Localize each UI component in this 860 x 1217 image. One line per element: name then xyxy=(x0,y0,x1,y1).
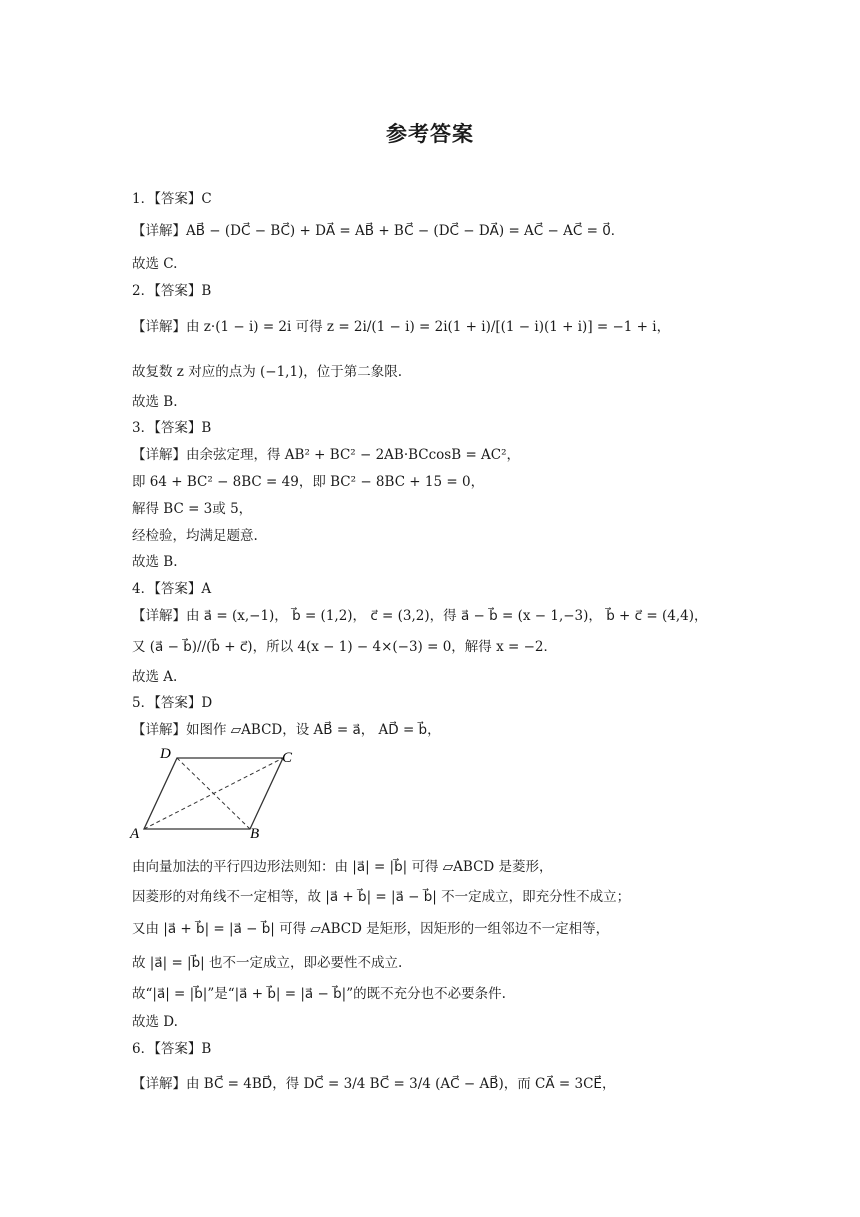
parallelogram-figure xyxy=(128,744,308,842)
text-line: 解得 BC = 3或 5， xyxy=(132,501,253,517)
text-line: 即 64 + BC² − 8BC = 49，即 BC² − 8BC + 15 = 0， xyxy=(132,474,485,490)
text-line: 故选 A. xyxy=(132,669,178,685)
text-line: 又由 |a⃗ + b⃗| = |a⃗ − b⃗| 可得 ▱ABCD 是矩形，因矩形的一组邻边不一定相等， xyxy=(132,921,610,937)
text-line: 5．【答案】D xyxy=(132,695,213,711)
diagonal-bd xyxy=(177,758,250,829)
vertex-label-b: B xyxy=(250,826,260,842)
text-line: 【详解】由余弦定理，得 AB² + BC² − 2AB·BCcosB = AC²， xyxy=(132,447,521,463)
text-line: 【详解】AB⃗ − (DC⃗ − BC⃗) + DA⃗ = AB⃗ + BC⃗ − (DC⃗ − DA⃗) = AC⃗ − AC⃗ = 0⃗． xyxy=(132,223,625,239)
text-line: 故选 B. xyxy=(132,554,178,570)
text-line: 故复数 z 对应的点为 (−1,1)，位于第二象限. xyxy=(132,364,403,380)
text-line: 1．【答案】C xyxy=(132,191,212,207)
text-line: 【详解】由 z·(1 − i) = 2i 可得 z = 2i/(1 − i) = 2i(1 + i)/[(1 − i)(1 + i)] = −1 + i， xyxy=(132,319,671,335)
text-line: 3．【答案】B xyxy=(132,420,212,436)
text-line: 2．【答案】B xyxy=(132,283,212,299)
text-line: 由向量加法的平行四边形法则知：由 |a⃗| = |b⃗| 可得 ▱ABCD 是菱形， xyxy=(132,859,553,875)
vertex-label-d: D xyxy=(160,746,171,762)
text-line: 故选 C. xyxy=(132,256,178,272)
text-line: 【详解】如图作 ▱ABCD，设 AB⃗ = a⃗， AD⃗ = b⃗， xyxy=(132,722,441,738)
text-line: 4．【答案】A xyxy=(132,581,212,597)
text-line: 故“|a⃗| = |b⃗|”是“|a⃗ + b⃗| = |a⃗ − b⃗|”的既不充分也不必要条件. xyxy=(132,986,506,1002)
text-line: 故选 B. xyxy=(132,394,178,410)
text-line: 故选 D. xyxy=(132,1014,178,1030)
text-line: 【详解】由 BC⃗ = 4BD⃗，得 DC⃗ = 3/4 BC⃗ = 3/4 (AC⃗ − AB⃗)，而 CA⃗ = 3CE⃗， xyxy=(132,1076,616,1092)
text-line: 又 (a⃗ − b⃗)//(b⃗ + c⃗)，所以 4(x − 1) − 4×(−3) = 0，解得 x = −2． xyxy=(132,639,557,655)
page-title: 参考答案 xyxy=(386,122,474,146)
vertex-label-c: C xyxy=(282,750,293,766)
text-line: 经检验，均满足题意. xyxy=(132,528,258,544)
text-line: 【详解】由 a⃗ = (x,−1)， b⃗ = (1,2)， c⃗ = (3,2)，得 a⃗ − b⃗ = (x − 1,−3)， b⃗ + c⃗ = (4,4)， xyxy=(132,608,708,624)
vertex-label-a: A xyxy=(130,826,140,842)
text-line: 故 |a⃗| = |b⃗| 也不一定成立，即必要性不成立. xyxy=(132,955,403,971)
text-line: 因菱形的对角线不一定相等，故 |a⃗ + b⃗| = |a⃗ − b⃗| 不一定成立，即充分性不成立； xyxy=(132,889,631,905)
text-line: 6．【答案】B xyxy=(132,1041,212,1057)
